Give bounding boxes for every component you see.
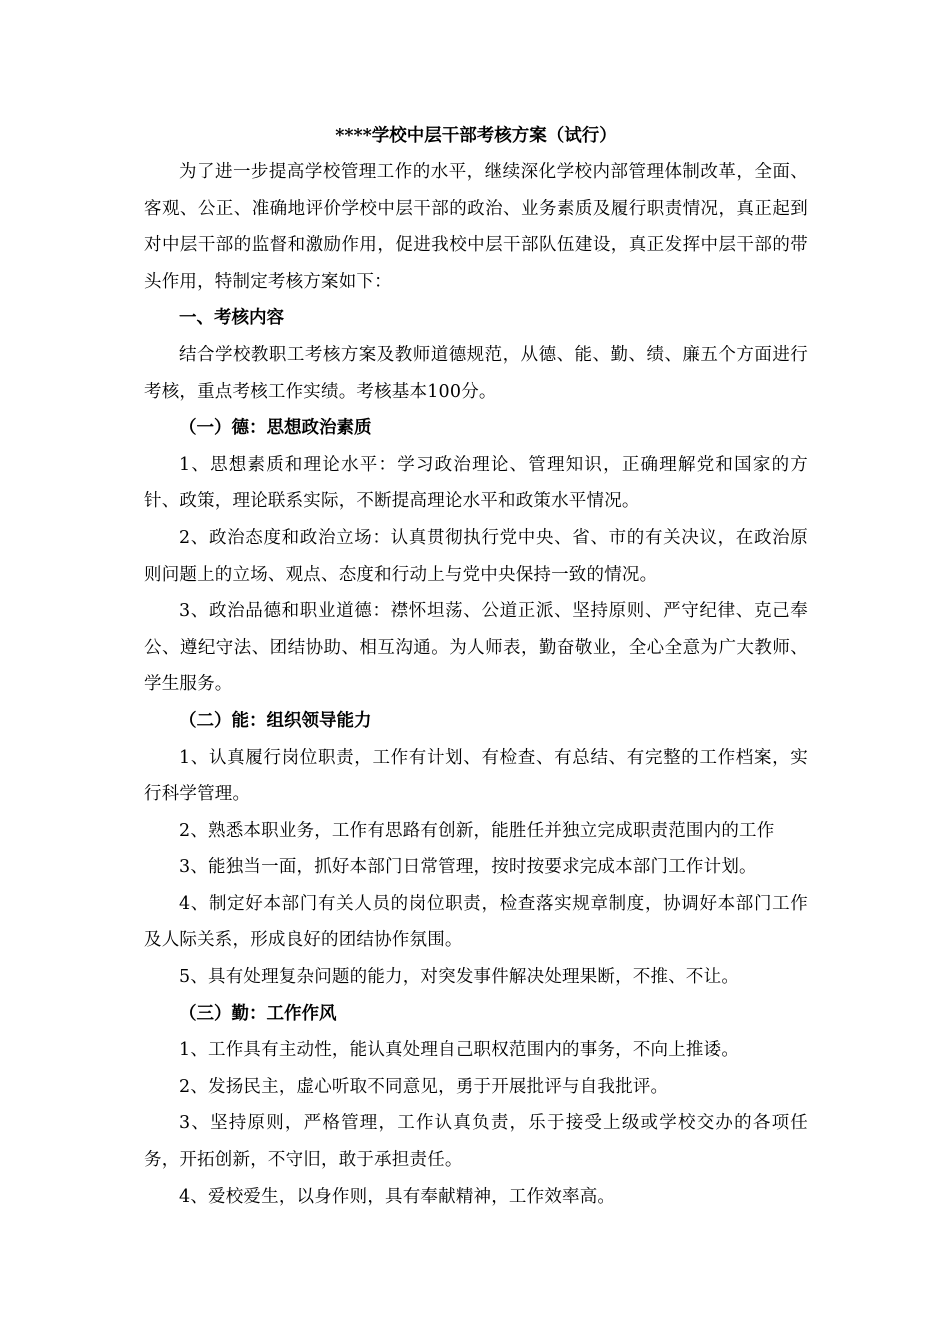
list-item: 1、认真履行岗位职责，工作有计划、有检查、有总结、有完整的工作档案，实行科学管理。: [144, 747, 808, 805]
list-item: 2、发扬民主，虚心听取不同意见，勇于开展批评与自我批评。: [179, 1076, 669, 1097]
list-item: 3、能独当一面，抓好本部门日常管理，按时按要求完成本部门工作计划。: [179, 857, 757, 878]
section-paragraph-assessment-content: 结合学校教职工考核方案及教师道德规范，从德、能、勤、绩、廉五个方面进行考核，重点考核工作实绩。考核基本100分。: [144, 344, 808, 402]
list-item: 5、具有处理复杂问题的能力，对突发事件解决处理果断，不推、不让。: [179, 967, 740, 988]
subsection-heading-qin: （三）勤：工作作风: [179, 1003, 337, 1024]
subsection-heading-neng: （二）能：组织领导能力: [179, 710, 372, 731]
document-body: [144, 118, 808, 1215]
list-item: 2、熟悉本职业务，工作有思路有创新，能胜任并独立完成职责范围内的工作: [179, 820, 775, 841]
list-item: 4、制定好本部门有关人员的岗位职责，检查落实规章制度，协调好本部门工作及人际关系，形成良好的团结协作氛围。: [144, 893, 808, 951]
list-item: 4、爱校爱生，以身作则，具有奉献精神，工作效率高。: [179, 1186, 616, 1207]
list-item: 2、政治态度和政治立场：认真贯彻执行党中央、省、市的有关决议，在政治原则问题上的立场、观点、态度和行动上与党中央保持一致的情况。: [144, 527, 808, 585]
section-heading-assessment-content: 一、考核内容: [179, 308, 284, 329]
list-item: 1、思想素质和理论水平：学习政治理论、管理知识，正确理解党和国家的方针、政策，理论联系实际，不断提高理论水平和政策水平情况。: [144, 454, 808, 512]
subsection-heading-de: （一）德：思想政治素质: [179, 418, 372, 439]
list-item: 1、工作具有主动性，能认真处理自己职权范围内的事务，不向上推诿。: [179, 1040, 740, 1061]
intro-paragraph: 为了进一步提高学校管理工作的水平，继续深化学校内部管理体制改革，全面、客观、公正、准确地评价学校中层干部的政治、业务素质及履行职责情况，真正起到对中层干部的监督和激励作用，促进我校中层干部队伍建设，真正发挥中层干部的带头作用，特制定考核方案如下：: [144, 162, 808, 292]
list-item: 3、坚持原则，严格管理，工作认真负责，乐于接受上级或学校交办的各项任务，开拓创新，不守旧，敢于承担责任。: [144, 1113, 808, 1171]
list-item: 3、政治品德和职业道德：襟怀坦荡、公道正派、坚持原则、严守纪律、克己奉公、遵纪守法、团结协助、相互沟通。为人师表，勤奋敬业，全心全意为广大教师、学生服务。: [144, 601, 808, 695]
document-title: ****学校中层干部考核方案（试行）: [335, 126, 617, 146]
